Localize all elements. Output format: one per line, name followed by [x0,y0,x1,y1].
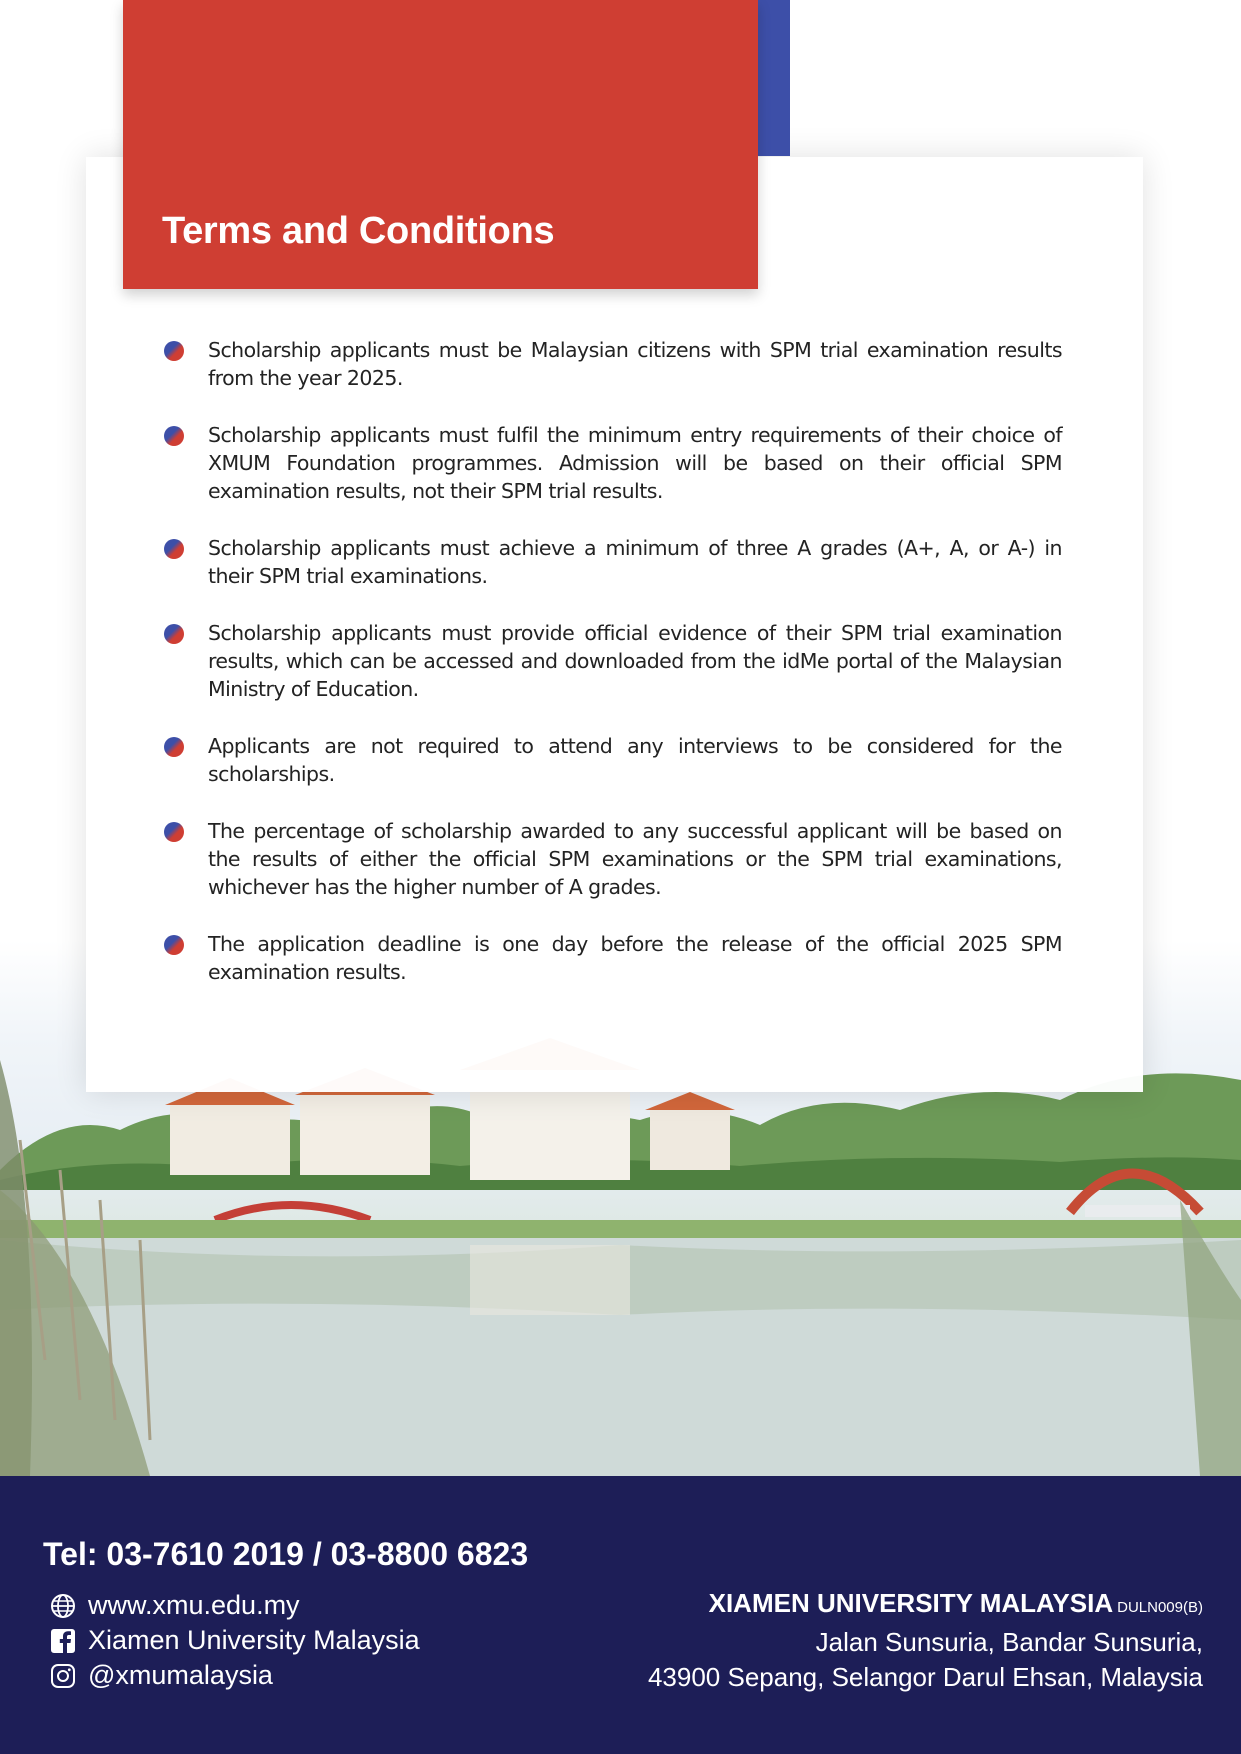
bullet-icon [164,822,184,842]
address-line-1: Jalan Sunsuria, Bandar Sunsuria, [815,1627,1203,1657]
facebook-text: Xiamen University Malaysia [88,1625,420,1655]
footer [0,1476,1241,1754]
instagram-text: @xmumalaysia [88,1660,273,1690]
term-item [160,336,1062,392]
term-item [160,619,1062,703]
globe-icon [50,1593,76,1619]
term-text: The application deadline is one day before the release of the official 2025 SPM examination results. [208,932,1062,984]
term-item [160,421,1062,505]
website-link[interactable] [50,1588,420,1623]
term-item [160,534,1062,590]
term-text: Scholarship applicants must achieve a minimum of three A grades (A+, A, or A-) in their SPM trial examinations. [208,536,1062,588]
term-text: Applicants are not required to attend any interviews to be considered for the scholarships. [208,734,1062,786]
terms-list [160,336,1062,1015]
bullet-icon [164,935,184,955]
term-item [160,817,1062,901]
facebook-icon [50,1628,76,1654]
bullet-icon [164,539,184,559]
bullet-icon [164,341,184,361]
bullet-icon [164,624,184,644]
university-name-line [648,1586,1203,1625]
term-text: Scholarship applicants must be Malaysian citizens with SPM trial examination results from the year 2025. [208,338,1062,390]
address-block [648,1586,1203,1695]
bullet-icon [164,737,184,757]
telephone-numbers: Tel: 03-7610 2019 / 03-8800 6823 [43,1536,529,1572]
facebook-link[interactable] [50,1623,420,1658]
instagram-icon [50,1663,76,1689]
page-title: Terms and Conditions [162,210,555,252]
contact-list [50,1588,420,1693]
title-banner [123,0,758,289]
instagram-link[interactable] [50,1658,420,1693]
term-item [160,930,1062,986]
term-text: The percentage of scholarship awarded to any successful applicant will be based on the results of either the official SPM examinations or the SPM trial examinations, whichever has the higher number of A grades. [208,819,1062,899]
university-name: XIAMEN UNIVERSITY MALAYSIA [708,1588,1114,1618]
bullet-icon [164,426,184,446]
term-text: Scholarship applicants must provide official evidence of their SPM trial examination results, which can be accessed and downloaded from the idMe portal of the Malaysian Ministry of Education. [208,621,1062,701]
website-text: www.xmu.edu.my [88,1590,300,1620]
term-item [160,732,1062,788]
blue-accent-bar [756,0,790,156]
address-line-2: 43900 Sepang, Selangor Darul Ehsan, Malaysia [647,1662,1203,1692]
registration-code: DULN009(B) [1117,1599,1203,1616]
term-text: Scholarship applicants must fulfil the minimum entry requirements of their choice of XMUM Foundation programmes. Admission will be based on their official SPM examination results, not their SPM trial results. [208,423,1062,503]
